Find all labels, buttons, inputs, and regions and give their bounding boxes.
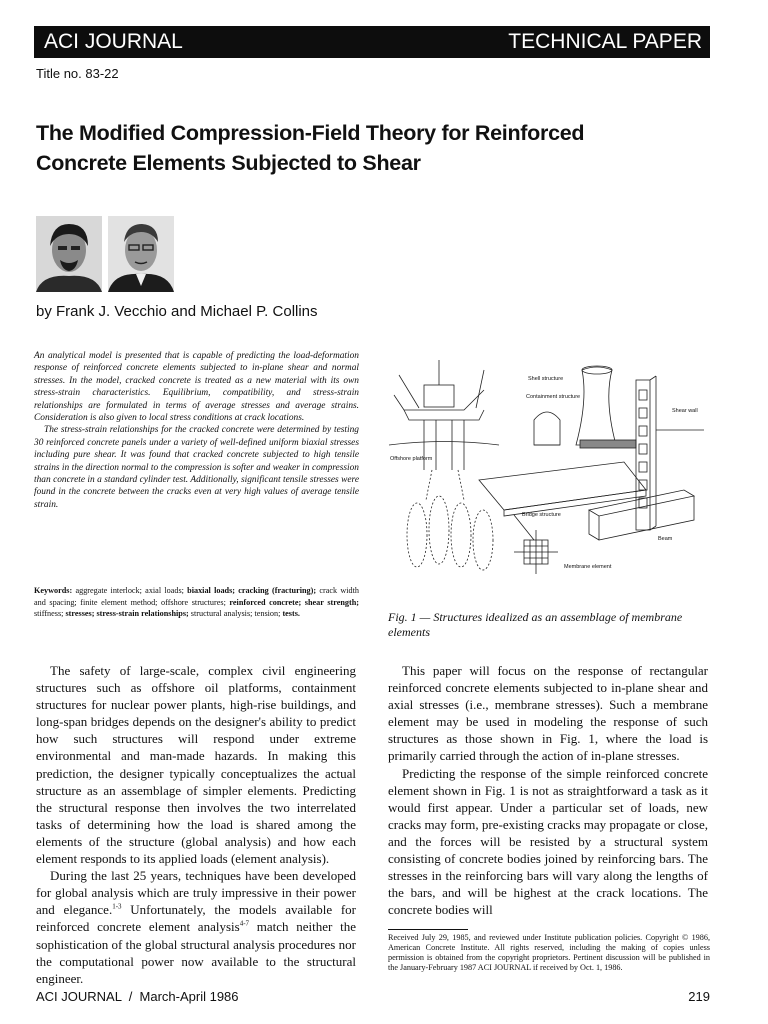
body-left-paragraph-2: During the last 25 years, techniques have been developed for global analysis which are truly impressive in their power and elegance.$^{1-3}$ Unfortunately, the models available for reinforced concrete element analysis$^{4-7}$ match neither the sophistication of the global structural analysis procedures nor the computational power now available to the structural engineer.	[36, 868, 357, 986]
keywords	[34, 585, 359, 620]
keyword-item: reinforced concrete;	[225, 597, 302, 607]
keyword-item: axial loads;	[141, 586, 184, 595]
label-shear-wall: Shear wall	[672, 408, 698, 414]
received-footnote: Received July 29, 1985, and reviewed under Institute publication policies. Copyright © 1986, American Concrete Institute. All rights reserved, including the making of copies unless permission is obtained from the copyright proprietors. Pertinent discussion will be published in the January-February 1987 ACI JOURNAL if received by Oct. 1, 1986.	[388, 933, 710, 972]
label-membrane-element: Membrane element	[564, 564, 612, 570]
body-column-left	[36, 662, 356, 987]
keyword-item: biaxial loads;	[183, 586, 236, 595]
section-label: TECHNICAL PAPER	[508, 30, 702, 53]
figure-1-illustration	[384, 350, 714, 600]
author-photo-collins	[108, 216, 174, 292]
keywords-label: Keywords:	[34, 586, 73, 595]
abstract	[34, 350, 359, 511]
label-shell-structure: Shell structure	[528, 376, 564, 382]
keyword-item: cracking (fracturing);	[235, 586, 317, 595]
title-number: Title no. 83-22	[36, 66, 119, 81]
journal-header-bar	[34, 26, 710, 58]
abstract-paragraph-1: An analytical model is presented that is capable of predicting the load-deformation response of reinforced concrete elements subjected to in-plane shear and normal stresses. In the model, cracked concrete is treated as a new material with its own stress-strain characteristics. Equilibrium, compatibility, and stress-strain relationships are formulated in terms of average stresses and average strains. Consideration is also given to local stress conditions at crack locations.	[34, 351, 359, 424]
page-number: 219	[688, 989, 710, 1004]
footer-journal-issue: ACI JOURNAL / March-April 1986	[36, 989, 239, 1004]
authors-line: by Frank J. Vecchio and Michael P. Collins	[36, 303, 318, 320]
keyword-item: shear strength;	[301, 597, 360, 607]
citation-1-3: 1-3	[112, 902, 122, 911]
keyword-item: stress-strain relationships;	[94, 609, 189, 618]
keyword-item: finite element method;	[76, 597, 158, 607]
body-right-paragraph-1: This paper will focus on the response of rectangular reinforced concrete elements subjected to in-plane shear and axial stresses (i.e., membrane stresses). Such a membrane element may be used in modeling the response of such structures as those shown in Fig. 1, where the load is primarily carried through the action of in-plane stresses.	[388, 663, 708, 764]
figure-1	[384, 350, 714, 600]
keyword-item: offshore structures;	[157, 597, 226, 607]
keywords-list	[34, 586, 359, 618]
body-left-paragraph-1: The safety of large-scale, complex civil engineering structures such as offshore oil platforms, containment structures for nuclear power plants, high-rise buildings, and long-span bridges depends on the designer's ability to predict how such structures will respond under extreme environmental and man-made hazards. In making this prediction, the designer typically conceptualizes the actual structure as an assemblage of simpler elements. Predicting the structural response then involves the two interrelated tasks of determining how the load is shared among the elements of the structure (global analysis) and how each element responds to its applied loads (element analysis).	[36, 663, 356, 867]
keyword-item: stiffness;	[34, 609, 64, 618]
body-right-paragraph-2: Predicting the response of the simple reinforced concrete element shown in Fig. 1 is not as straightforward a task as it would first appear. Under a particular set of loads, new cracks may form, pre-existing cracks may propagate or close, and the forces will be resisted by a structural system consisting of concrete bodies joined by reinforcing bars. The stresses in the reinforcing bars will vary along the lengths of the bars, and will be highest at the crack locations. The concrete bodies will	[388, 765, 708, 918]
keyword-item: structural analysis;	[188, 609, 253, 618]
label-offshore-platform: Offshore platform	[390, 456, 433, 462]
author-photo-vecchio	[36, 216, 102, 292]
footnote-rule	[388, 929, 468, 930]
label-containment-structure: Containment structure	[526, 394, 581, 400]
body-column-right	[388, 662, 708, 918]
journal-name: ACI JOURNAL	[44, 30, 183, 53]
keyword-item: stresses;	[63, 609, 95, 618]
figure-1-caption: Fig. 1 — Structures idealized as an assemblage of membrane elements	[388, 610, 683, 639]
keyword-item: tension;	[252, 609, 281, 618]
label-beam: Beam	[658, 536, 673, 542]
paper-title: The Modified Compression-Field Theory for Reinforced Concrete Elements Subjected to Shear	[36, 121, 585, 175]
keyword-item: crack width and spacing;	[34, 586, 359, 607]
keyword-item: aggregate interlock;	[75, 586, 142, 595]
abstract-paragraph-2: The stress-strain relationships for the cracked concrete were determined by testing 30 reinforced concrete panels under a variety of well-defined uniform biaxial stresses including pure shear. It was found that cracked concrete subjected to high tensile strains in the direction normal to the compression is softer and weaker in compression than concrete in a standard cylinder test. Additionally, significant tensile stresses were found in the concrete between the cracks even at very high values of average tensile strain.	[34, 425, 359, 510]
citation-4-7: 4-7	[239, 920, 250, 929]
keyword-item: tests.	[280, 609, 300, 618]
label-bridge-structure: Bridge structure	[522, 512, 561, 518]
